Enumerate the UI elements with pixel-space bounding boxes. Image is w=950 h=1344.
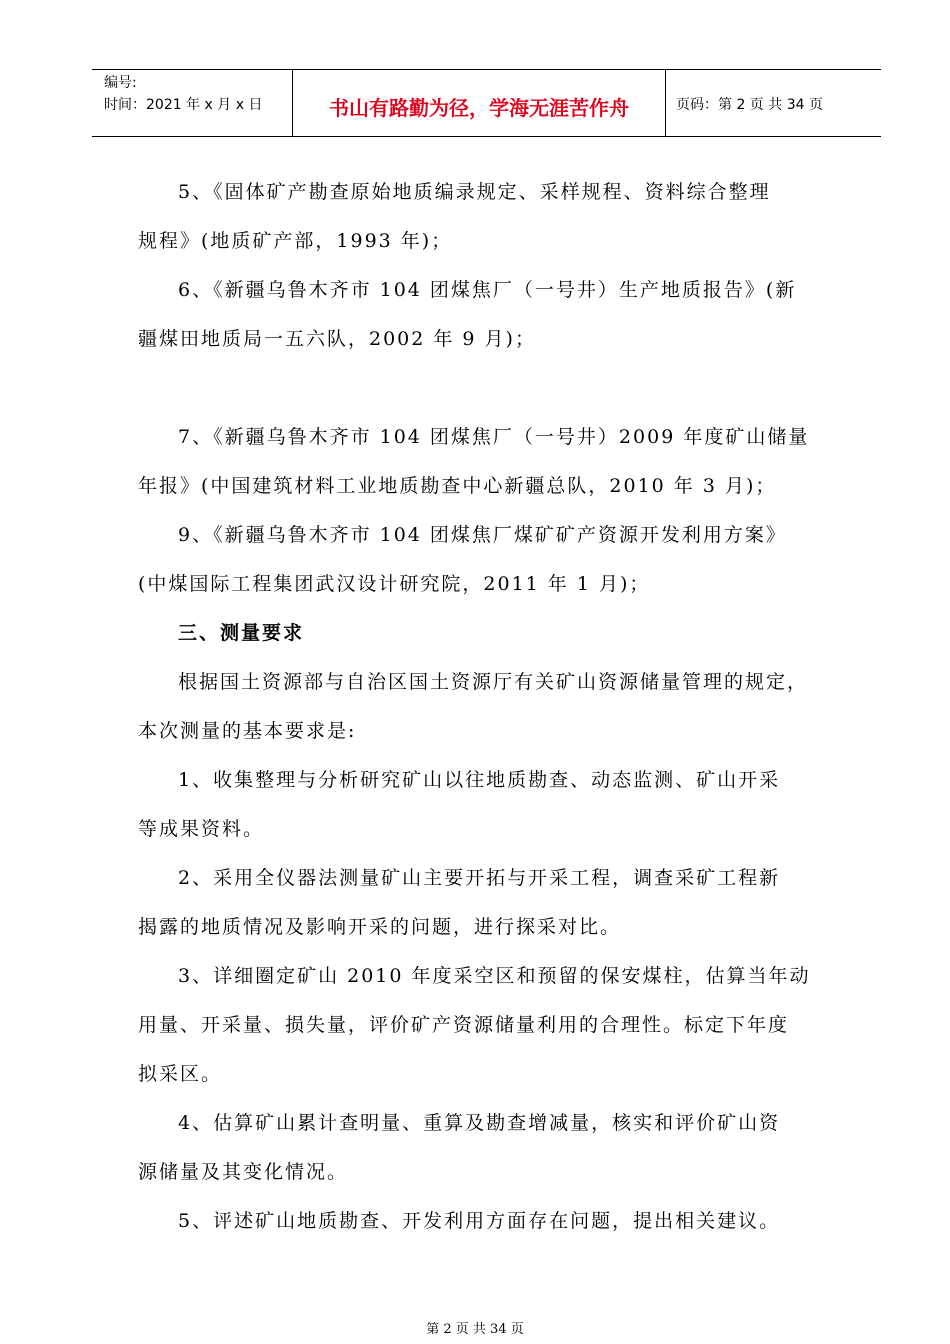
requirement-4-line-2: 源储量及其变化情况。 [138,1161,349,1183]
document-time-label: 时间：2021 年 x 月 x 日 [104,97,263,113]
document-number-label: 编号: [104,75,137,91]
requirement-3-line-3: 拟采区。 [138,1063,223,1085]
requirement-5-line-1: 5、评述矿山地质勘查、开发利用方面存在问题，提出相关建议。 [178,1210,781,1232]
requirement-2-line-1: 2、采用全仪器法测量矿山主要开拓与开采工程，调查采矿工程新 [178,867,781,889]
header-motto: 书山有路勤为径，学海无涯苦作舟 [329,96,629,120]
reference-6-line-2: 疆煤田地质局一五六队，2002 年 9 月)； [138,328,536,350]
reference-9-line-1: 9、《新疆乌鲁木齐市 104 团煤焦厂煤矿矿产资源开发利用方案》 [178,524,787,546]
document-body [138,168,838,1246]
requirement-4-line-1: 4、估算矿山累计查明量、重算及勘查增减量，核实和评价矿山资 [178,1112,781,1134]
requirement-2-line-2: 揭露的地质情况及影响开采的问题，进行探采对比。 [138,916,622,938]
header-page-number: 页码：第 2 页 共 34 页 [676,97,823,113]
intro-line-1: 根据国土资源部与自治区国土资源厅有关矿山资源储量管理的规定， [178,671,809,693]
header-page-cell [666,70,881,136]
requirement-1-line-1: 1、收集整理与分析研究矿山以往地质勘查、动态监测、矿山开采 [178,769,781,791]
requirement-3-line-1: 3、详细圈定矿山 2010 年度采空区和预留的保安煤柱，估算当年动 [178,965,811,987]
section-heading-survey-requirements: 三、测量要求 [178,622,305,644]
reference-5-line-2: 规程》(地质矿产部，1993 年)； [138,230,453,252]
reference-6-line-1: 6、《新疆乌鲁木齐市 104 团煤焦厂（一号井）生产地质报告》(新 [178,279,797,301]
reference-7-line-2: 年报》(中国建筑材料工业地质勘查中心新疆总队，2010 年 3 月)； [138,475,777,497]
header-motto-cell [293,70,666,136]
page-footer: 第 2 页 共 34 页 [426,1322,524,1337]
reference-7-line-1: 7、《新疆乌鲁木齐市 104 团煤焦厂（一号井）2009 年度矿山储量 [178,426,810,448]
reference-5-line-1: 5、《固体矿产勘查原始地质编录规定、采样规程、资料综合整理 [178,181,771,203]
paragraph-gap [138,364,838,413]
header-meta-cell [92,70,293,136]
page-header [92,69,881,137]
requirement-1-line-2: 等成果资料。 [138,818,265,840]
intro-line-2: 本次测量的基本要求是: [138,720,357,742]
reference-9-line-2: (中煤国际工程集团武汉设计研究院，2011 年 1 月)； [138,573,651,595]
requirement-3-line-2: 用量、开采量、损失量，评价矿产资源储量利用的合理性。标定下年度 [138,1014,790,1036]
